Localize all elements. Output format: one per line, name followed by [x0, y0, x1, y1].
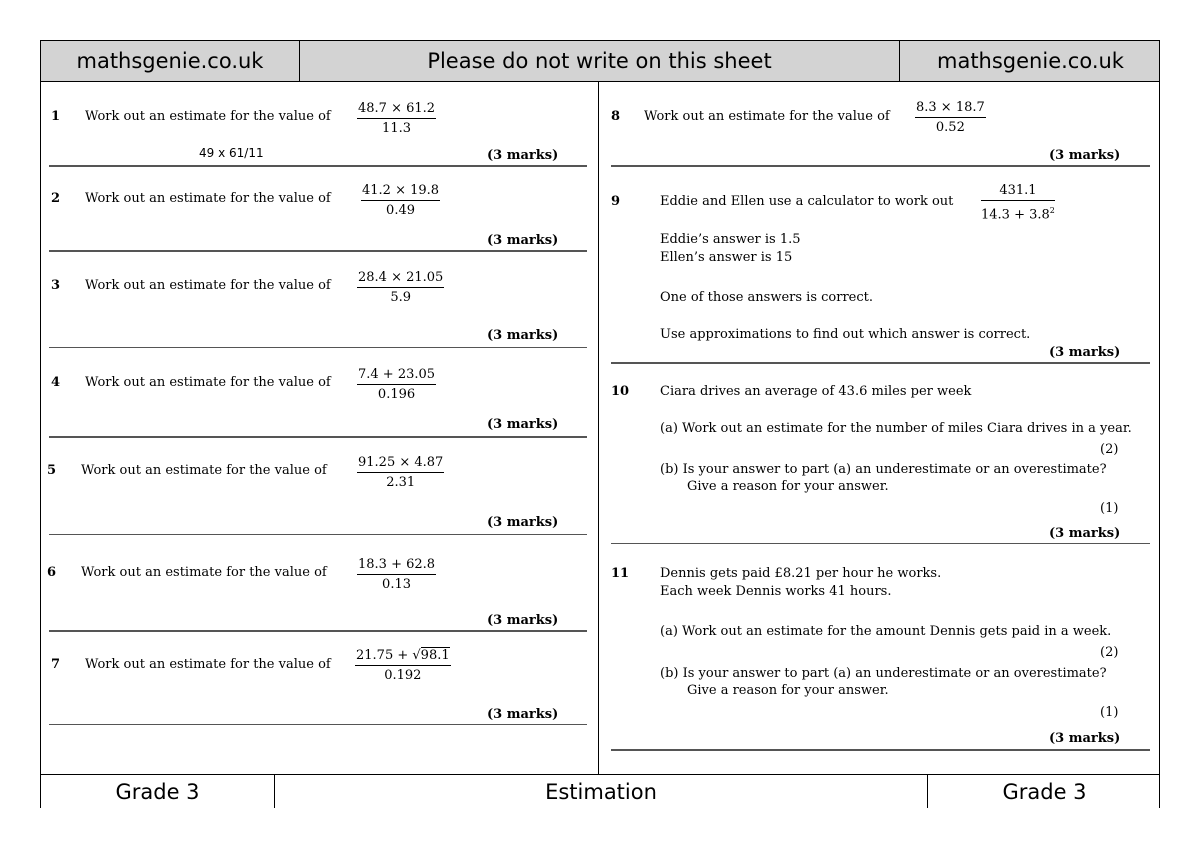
fraction-expression — [357, 269, 444, 306]
question-intro: Dennis gets paid £8.21 per hour he works. — [660, 566, 942, 581]
question-divider — [49, 250, 587, 252]
fraction-numerator: 8.3 × 18.7 — [915, 99, 986, 118]
fraction-denominator: 5.9 — [390, 290, 411, 305]
question-prompt: Work out an estimate for the value of — [644, 109, 890, 124]
question-number: 8 — [611, 109, 621, 124]
fraction-denominator: 2.31 — [386, 475, 416, 490]
worksheet — [40, 40, 1160, 808]
question-number: 11 — [611, 566, 630, 581]
denominator-base: 14.3 + 3.8 — [981, 207, 1050, 223]
question-prompt: Work out an estimate for the value of — [85, 191, 331, 206]
fraction-numerator: 41.2 × 19.8 — [361, 182, 440, 201]
question-number: 4 — [51, 375, 61, 390]
question-part-a: (a) Work out an estimate for the number of miles Ciara drives in a year. — [660, 421, 1132, 436]
marks-label: (3 marks) — [1049, 345, 1121, 360]
fraction-expression — [357, 454, 444, 491]
question-divider — [49, 347, 587, 348]
question-intro: Ciara drives an average of 43.6 miles per week — [660, 384, 972, 399]
question-part-b-reason: Give a reason for your answer. — [687, 479, 889, 494]
question-line: Use approximations to find out which answer is correct. — [660, 327, 1031, 342]
footer-grade-right: Grade 3 — [1002, 780, 1087, 804]
marks-label: (3 marks) — [1049, 526, 1121, 541]
question-divider — [49, 436, 587, 438]
footer-bar — [41, 774, 1159, 808]
header-bar — [41, 41, 1159, 82]
question-number: 9 — [611, 194, 621, 209]
exponent: 2 — [1049, 206, 1055, 215]
question-divider — [611, 165, 1150, 167]
numerator-term: 21.75 + — [356, 648, 413, 663]
fraction-denominator: 11.3 — [382, 121, 411, 136]
question-part-b: (b) Is your answer to part (a) an underestimate or an overestimate? — [660, 666, 1107, 681]
fraction-expression — [915, 99, 986, 136]
fraction-expression — [361, 182, 440, 219]
marks-label: (3 marks) — [487, 148, 559, 163]
header-notice: Please do not write on this sheet — [427, 49, 772, 73]
question-divider — [49, 165, 587, 167]
question-number: 3 — [51, 278, 61, 293]
part-marks: (1) — [1100, 705, 1119, 720]
fraction-numerator: 7.4 + 23.05 — [357, 366, 436, 385]
question-prompt: Work out an estimate for the value of — [85, 657, 331, 672]
marks-label: (3 marks) — [487, 233, 559, 248]
question-prompt: Work out an estimate for the value of — [85, 278, 331, 293]
header-site-left[interactable]: mathsgenie.co.uk — [76, 49, 264, 73]
part-marks: (2) — [1100, 442, 1119, 457]
footer-topic: Estimation — [545, 780, 657, 804]
question-number: 6 — [47, 565, 57, 580]
fraction-expression — [357, 100, 436, 137]
marks-label: (3 marks) — [1049, 731, 1121, 746]
fraction-numerator: 18.3 + 62.8 — [357, 556, 436, 575]
fraction-expression — [357, 556, 436, 593]
fraction-numerator — [355, 647, 451, 666]
fraction-numerator: 48.7 × 61.2 — [357, 100, 436, 119]
question-intro: Eddie and Ellen use a calculator to work out — [660, 194, 954, 209]
question-number: 2 — [51, 191, 61, 206]
fraction-denominator: 0.49 — [386, 203, 415, 218]
question-number: 5 — [47, 463, 57, 478]
marks-label: (3 marks) — [487, 613, 559, 628]
fraction-denominator — [981, 201, 1055, 223]
fraction-numerator: 28.4 × 21.05 — [357, 269, 444, 288]
question-number: 7 — [51, 657, 61, 672]
marks-label: (3 marks) — [487, 417, 559, 432]
question-divider — [611, 749, 1150, 751]
question-line: One of those answers is correct. — [660, 290, 874, 305]
fraction-denominator: 0.13 — [382, 577, 411, 592]
sqrt-icon: √ — [412, 648, 421, 663]
part-marks: (2) — [1100, 645, 1119, 660]
fraction-denominator: 0.192 — [384, 668, 422, 683]
question-part-a: (a) Work out an estimate for the amount Dennis gets paid in a week. — [660, 624, 1112, 639]
question-divider — [49, 534, 587, 535]
fraction-expression — [355, 647, 451, 684]
question-line: Ellen’s answer is 15 — [660, 250, 793, 265]
question-prompt: Work out an estimate for the value of — [85, 375, 331, 390]
question-prompt: Work out an estimate for the value of — [81, 463, 327, 478]
fraction-denominator: 0.196 — [377, 387, 416, 402]
column-divider — [598, 82, 599, 774]
question-prompt: Work out an estimate for the value of — [81, 565, 327, 580]
fraction-expression — [981, 182, 1055, 223]
question-divider — [49, 630, 587, 632]
part-marks: (1) — [1100, 501, 1119, 516]
fraction-numerator: 91.25 × 4.87 — [357, 454, 444, 473]
question-part-b-reason: Give a reason for your answer. — [687, 683, 889, 698]
question-divider — [611, 362, 1150, 364]
marks-label: (3 marks) — [487, 707, 559, 722]
question-divider — [611, 543, 1150, 544]
marks-label: (3 marks) — [1049, 148, 1121, 163]
question-part-b: (b) Is your answer to part (a) an underestimate or an overestimate? — [660, 462, 1107, 477]
question-number: 10 — [611, 384, 630, 399]
fraction-denominator: 0.52 — [935, 120, 965, 135]
header-site-right[interactable]: mathsgenie.co.uk — [937, 49, 1124, 73]
question-line: Eddie’s answer is 1.5 — [660, 232, 801, 247]
marks-label: (3 marks) — [487, 328, 559, 343]
fraction-expression — [357, 366, 436, 403]
fraction-numerator: 431.1 — [981, 182, 1055, 201]
question-number: 1 — [51, 109, 61, 124]
question-prompt: Work out an estimate for the value of — [85, 109, 331, 124]
marks-label: (3 marks) — [487, 515, 559, 530]
question-intro: Each week Dennis works 41 hours. — [660, 584, 892, 599]
question-divider — [49, 724, 587, 725]
written-answer: 49 x 61/11 — [199, 146, 264, 160]
radicand: 98.1 — [420, 648, 450, 663]
footer-grade-left: Grade 3 — [115, 780, 200, 804]
